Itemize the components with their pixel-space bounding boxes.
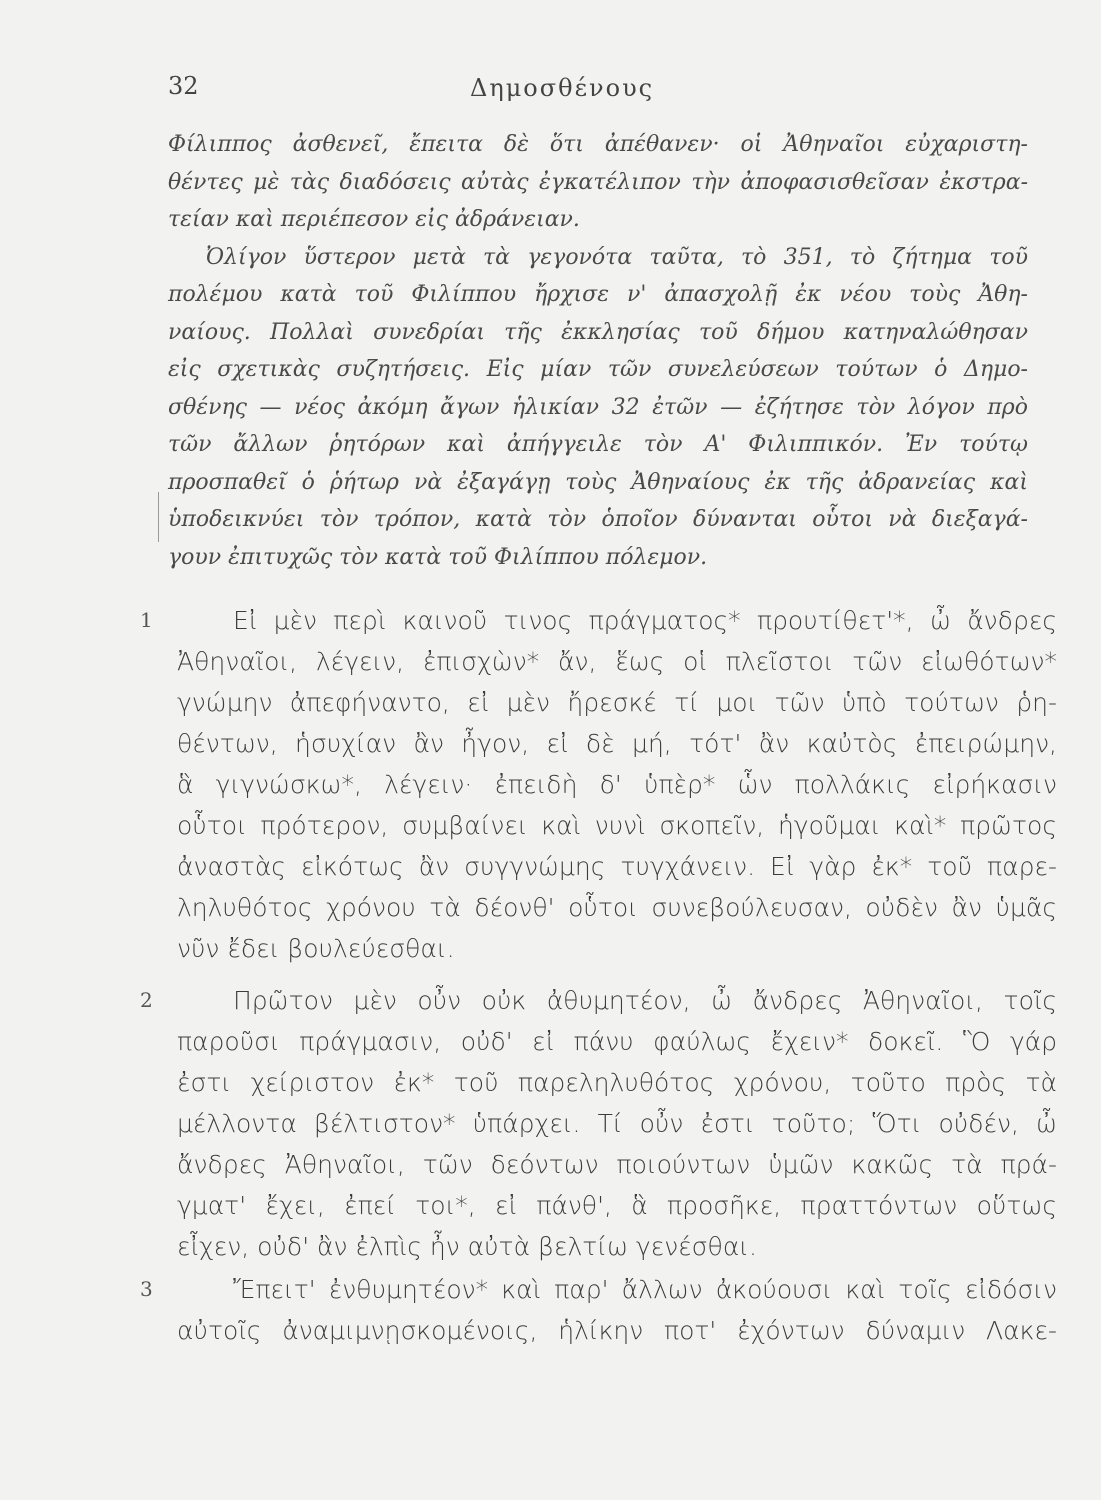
text-line: οὗτοι πρότερον, συμβαίνει καὶ νυνὶ σκοπεῖν, ἡγοῦμαι καὶ* πρῶτος bbox=[177, 811, 1057, 840]
text-line: θέντων, ἡσυχίαν ἂν ἦγον, εἰ δὲ μή, τότ' ἂν καὐτὸς ἐπειρώμην, bbox=[177, 729, 1057, 758]
intro-line: σθένης — νέος ἀκόμη ἄγων ἡλικίαν 32 ἐτῶν — ἐζήτησε τὸν λόγον πρὸ bbox=[168, 394, 1028, 420]
intro-note bbox=[168, 126, 1028, 576]
text-line: παροῦσι πράγμασιν, οὐδ' εἰ πάνυ φαύλως ἔχειν* δοκεῖ. Ὃ γάρ bbox=[177, 1027, 1057, 1056]
text-line: γματ' ἔχει, ἐπεί τοι*, εἰ πάνθ', ἃ προσῆκε, πραττόντων οὕτως bbox=[177, 1191, 1057, 1220]
text-line: εἶχεν, οὐδ' ἂν ἐλπὶς ἦν αὐτὰ βελτίω γενέσθαι. bbox=[177, 1232, 757, 1261]
margin-mark bbox=[158, 492, 159, 542]
intro-line: τείαν καὶ περιέπεσον εἰς ἀδράνειαν. bbox=[168, 207, 580, 232]
text-line: μέλλοντα βέλτιστον* ὑπάρχει. Τί οὖν ἐστι τοῦτο; Ὅτι οὐδέν, ὦ bbox=[177, 1109, 1057, 1138]
intro-line: ὑποδεικνύει τὸν τρόπον, κατὰ τὸν ὁποῖον δύνανται οὗτοι νὰ διεξαγά- bbox=[168, 507, 1028, 532]
intro-line: πολέμου κατὰ τοῦ Φιλίππου ἤρχισε ν' ἀπασχολῇ ἐκ νέου τοὺς Ἀθη- bbox=[168, 282, 1028, 307]
running-head: Δημοσθένους bbox=[470, 74, 655, 102]
intro-line: Φίλιππος ἀσθενεῖ, ἔπειτα δὲ ὅτι ἀπέθανεν· οἱ Ἀθηναῖοι εὐχαριστη- bbox=[168, 132, 1028, 157]
text-line: αὐτοῖς ἀναμιμνῃσκομένοις, ἡλίκην ποτ' ἐχόντων δύναμιν Λακε- bbox=[177, 1316, 1057, 1345]
text-line: Πρῶτον μὲν οὖν οὐκ ἀθυμητέον, ὦ ἄνδρες Ἀθηναῖοι, τοῖς bbox=[233, 986, 1057, 1015]
intro-line: τῶν ἄλλων ῥητόρων καὶ ἀπήγγειλε τὸν Α' Φιλιππικόν. Ἐν τούτῳ bbox=[168, 432, 1028, 457]
text-line: γνώμην ἀπεφήναντο, εἰ μὲν ἤρεσκέ τί μοι τῶν ὑπὸ τούτων ῥη- bbox=[177, 688, 1057, 717]
intro-line: εἰς σχετικὰς συζητήσεις. Εἰς μίαν τῶν συνελεύσεων τούτων ὁ Δημο- bbox=[168, 357, 1028, 382]
intro-line: θέντες μὲ τὰς διαδόσεις αὐτὰς ἐγκατέλιπον τὴν ἀποφασισθεῖσαν ἐκστρα- bbox=[168, 169, 1028, 195]
intro-line: ναίους. Πολλαὶ συνεδρίαι τῆς ἐκκλησίας τοῦ δήμου κατηναλώθησαν bbox=[168, 319, 1028, 345]
text-line: ληλυθότος χρόνου τὰ δέονθ' οὗτοι συνεβούλευσαν, οὐδὲν ἂν ὑμᾶς bbox=[177, 893, 1057, 922]
page-number: 32 bbox=[168, 72, 199, 100]
paragraph-number: 2 bbox=[140, 988, 153, 1012]
text-line: Ἔπειτ' ἐνθυμητέον* καὶ παρ' ἄλλων ἀκούουσι καὶ τοῖς εἰδόσιν bbox=[233, 1275, 1057, 1304]
intro-line: Ὀλίγον ὕστερον μετὰ τὰ γεγονότα ταῦτα, τὸ 351, τὸ ζήτημα τοῦ bbox=[206, 244, 1028, 270]
text-line: ἄνδρες Ἀθηναῖοι, τῶν δεόντων ποιούντων ὑμῶν κακῶς τὰ πρά- bbox=[177, 1150, 1057, 1179]
text-line: ἐστι χείριστον ἐκ* τοῦ παρεληλυθότος χρόνου, τοῦτο πρὸς τὰ bbox=[177, 1068, 1057, 1097]
text-line: ἃ γιγνώσκω*, λέγειν· ἐπειδὴ δ' ὑπὲρ* ὧν πολλάκις εἰρήκασιν bbox=[177, 770, 1057, 799]
text-line: ἀναστὰς εἰκότως ἂν συγγνώμης τυγχάνειν. Εἰ γὰρ ἐκ* τοῦ παρε- bbox=[177, 852, 1057, 881]
text-line: νῦν ἔδει βουλεύεσθαι. bbox=[177, 934, 455, 963]
intro-line: προσπαθεῖ ὁ ῥήτωρ νὰ ἐξαγάγῃ τοὺς Ἀθηναίους ἐκ τῆς ἀδρανείας καὶ bbox=[168, 469, 1028, 495]
paragraph-number: 3 bbox=[140, 1277, 153, 1301]
paragraph-number: 1 bbox=[140, 608, 153, 632]
text-line: Ἀθηναῖοι, λέγειν, ἐπισχὼν* ἄν, ἕως οἱ πλεῖστοι τῶν εἰωθότων* bbox=[177, 647, 1057, 676]
text-line: Εἰ μὲν περὶ καινοῦ τινος πράγματος* προυτίθετ'*, ὦ ἄνδρες bbox=[233, 606, 1057, 635]
intro-line: γουν ἐπιτυχῶς τὸν κατὰ τοῦ Φιλίππου πόλεμον. bbox=[168, 544, 708, 570]
